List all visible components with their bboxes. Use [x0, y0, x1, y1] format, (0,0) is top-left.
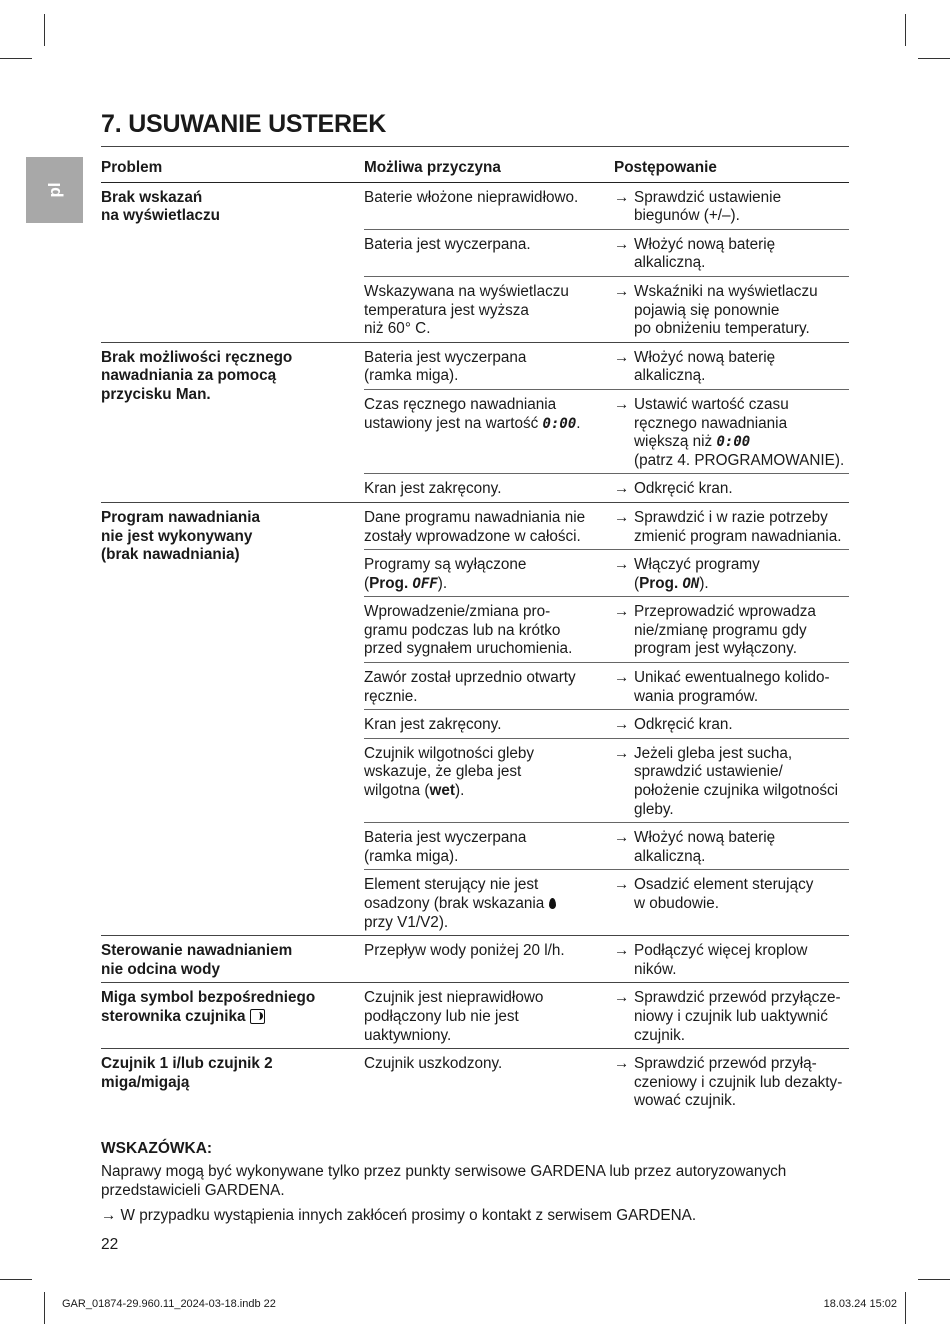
note-arrow-line: → W przypadku wystąpienia innych zakłóceń prosimy o kontakt z serwisem GARDENA.: [101, 1207, 697, 1224]
header-cause: Możliwa przyczyna: [364, 147, 614, 183]
remedy-cell: → Unikać ewentualnego kolido- wania programów.: [614, 663, 849, 710]
arrow-icon: →: [614, 282, 630, 300]
arrow-icon: →: [614, 603, 630, 621]
problem-cell: Brak możliwości ręcznego nawadniania za pomocą przycisku Man.: [101, 342, 364, 502]
troubleshooting-table: [101, 146, 849, 1114]
arrow-icon: →: [614, 716, 630, 734]
cause-cell: Kran jest zakręcony.: [364, 710, 614, 739]
language-tab: [26, 157, 83, 223]
lcd-value: 0:00: [716, 434, 751, 451]
header-problem: Problem: [101, 147, 364, 183]
arrow-icon: →: [614, 556, 630, 574]
problem-cell: Miga symbol bezpośredniego sterownika czujnika: [101, 983, 364, 1049]
cause-cell: Przepływ wody poniżej 20 l/h.: [364, 936, 614, 983]
crop-mark: [918, 1279, 950, 1280]
arrow-icon: →: [101, 1207, 117, 1224]
cause-cell: Dane programu nawadniania nie zostały wprowadzone w całości.: [364, 502, 614, 549]
note-text: Naprawy mogą być wykonywane tylko przez punkty serwisowe GARDENA lub przez autoryzowanych przedstawicieli GARDENA.: [101, 1163, 787, 1199]
remedy-cell: → Sprawdzić przewód przyłą- czeniowy i czujnik lub dezakty- wować czujnik.: [614, 1049, 849, 1114]
lcd-value: ON: [682, 575, 700, 592]
cause-cell: Czujnik uszkodzony.: [364, 1049, 614, 1114]
arrow-icon: →: [614, 744, 630, 762]
crop-mark: [44, 14, 45, 46]
arrow-icon: →: [614, 188, 630, 206]
lcd-value: OFF: [412, 575, 438, 592]
arrow-icon: →: [614, 395, 630, 413]
problem-cell: Brak wskazań na wyświetlaczu: [101, 188, 221, 225]
remedy-cell: → Wskaźniki na wyświetlaczu pojawią się ponownie po obniżeniu temperatury.: [614, 276, 849, 342]
header-remedy: Postępowanie: [614, 147, 849, 183]
arrow-icon: →: [614, 508, 630, 526]
table-row: [101, 983, 849, 1049]
crop-mark: [0, 58, 32, 59]
remedy-cell: → Sprawdzić przewód przyłącze- niowy i czujnik lub uaktywnić czujnik.: [614, 983, 849, 1049]
crop-mark: [905, 1292, 906, 1324]
table-row: [101, 936, 849, 983]
remedy-cell: → Sprawdzić i w razie potrzeby zmienić program nawadniania.: [614, 502, 849, 549]
cause-cell: Baterie włożone nieprawidłowo.: [364, 188, 579, 206]
cause-cell: Bateria jest wyczerpana (ramka miga).: [364, 823, 614, 870]
language-tab-label: pl: [44, 182, 64, 198]
table-row: [101, 1049, 849, 1114]
page-number: 22: [101, 1236, 119, 1253]
page-title: 7. USUWANIE USTEREK: [101, 110, 387, 138]
lcd-value: 0:00: [542, 415, 577, 432]
cause-cell: Zawór został uprzednio otwarty ręcznie.: [364, 663, 614, 710]
remedy-cell: → Podłączyć więcej kroplow ników.: [614, 936, 849, 983]
cause-cell: Kran jest zakręcony.: [364, 474, 614, 503]
cause-cell: Wskazywana na wyświetlaczu temperatura jest wyższa niż 60° C.: [364, 276, 614, 342]
remedy-cell: → Ustawić wartość czasu ręcznego nawadniania większą niż 0:00 (patrz 4. PROGRAMOWANIE).: [614, 389, 849, 473]
crop-mark: [918, 58, 950, 59]
remedy-cell: → Odkręcić kran.: [614, 710, 849, 739]
water-drop-icon: [549, 898, 556, 909]
arrow-icon: →: [614, 348, 630, 366]
table-row: [101, 342, 849, 389]
remedy-cell: → Przeprowadzić wprowadza nie/zmianę programu gdy program jest wyłączony.: [614, 597, 849, 663]
remedy-cell: → Sprawdzić ustawienie biegunów (+/–).: [614, 188, 782, 225]
crop-mark: [44, 1292, 45, 1324]
arrow-icon: →: [614, 480, 630, 498]
remedy-cell: → Włożyć nową baterię alkaliczną.: [614, 342, 849, 389]
arrow-icon: →: [614, 235, 630, 253]
arrow-icon: →: [614, 1055, 630, 1073]
remedy-cell: → Włożyć nową baterię alkaliczną.: [614, 823, 849, 870]
table-header-row: [101, 147, 849, 183]
footer-datetime: 18.03.24 15:02: [823, 1298, 897, 1310]
crop-mark: [905, 14, 906, 46]
remedy-cell: → Jeżeli gleba jest sucha, sprawdzić ustawienie/ położenie czujnika wilgotności gleby.: [614, 738, 849, 822]
sensor-symbol-icon: [250, 1009, 265, 1024]
arrow-icon: →: [614, 829, 630, 847]
remedy-cell: → Odkręcić kran.: [614, 474, 849, 503]
cause-cell: Bateria jest wyczerpana (ramka miga).: [364, 342, 614, 389]
note-heading: WSKAZÓWKA:: [101, 1140, 213, 1157]
arrow-icon: →: [614, 989, 630, 1007]
cause-cell: Wprowadzenie/zmiana pro- gramu podczas lub na krótko przed sygnałem uruchomienia.: [364, 597, 614, 663]
crop-mark: [0, 1279, 32, 1280]
cause-cell: Czas ręcznego nawadniania ustawiony jest na wartość 0:00.: [364, 389, 614, 473]
cause-cell: Programy są wyłączone (Prog. OFF).: [364, 550, 614, 597]
problem-cell: Sterowanie nawadnianiem nie odcina wody: [101, 936, 364, 983]
cause-cell: Czujnik wilgotności gleby wskazuje, że gleba jest wilgotna (wet).: [364, 738, 614, 822]
cause-cell: Element sterujący nie jest osadzony (brak wskazania przy V1/V2).: [364, 870, 614, 936]
remedy-cell: → Włączyć programy (Prog. ON).: [614, 550, 849, 597]
remedy-cell: → Osadzić element sterujący w obudowie.: [614, 870, 849, 936]
remedy-cell: → Włożyć nową baterię alkaliczną.: [614, 229, 849, 276]
footer-file-info: GAR_01874-29.960.11_2024-03-18.indb 22: [62, 1298, 276, 1310]
table-row: [101, 182, 849, 229]
problem-cell: Czujnik 1 i/lub czujnik 2 miga/migają: [101, 1049, 364, 1114]
arrow-icon: →: [614, 669, 630, 687]
cause-cell: Bateria jest wyczerpana.: [364, 229, 614, 276]
problem-cell: Program nawadniania nie jest wykonywany (brak nawadniania): [101, 502, 364, 935]
arrow-icon: →: [614, 876, 630, 894]
arrow-icon: →: [614, 942, 630, 960]
cause-cell: Czujnik jest nieprawidłowo podłączony lub nie jest uaktywniony.: [364, 983, 614, 1049]
table-row: [101, 502, 849, 549]
